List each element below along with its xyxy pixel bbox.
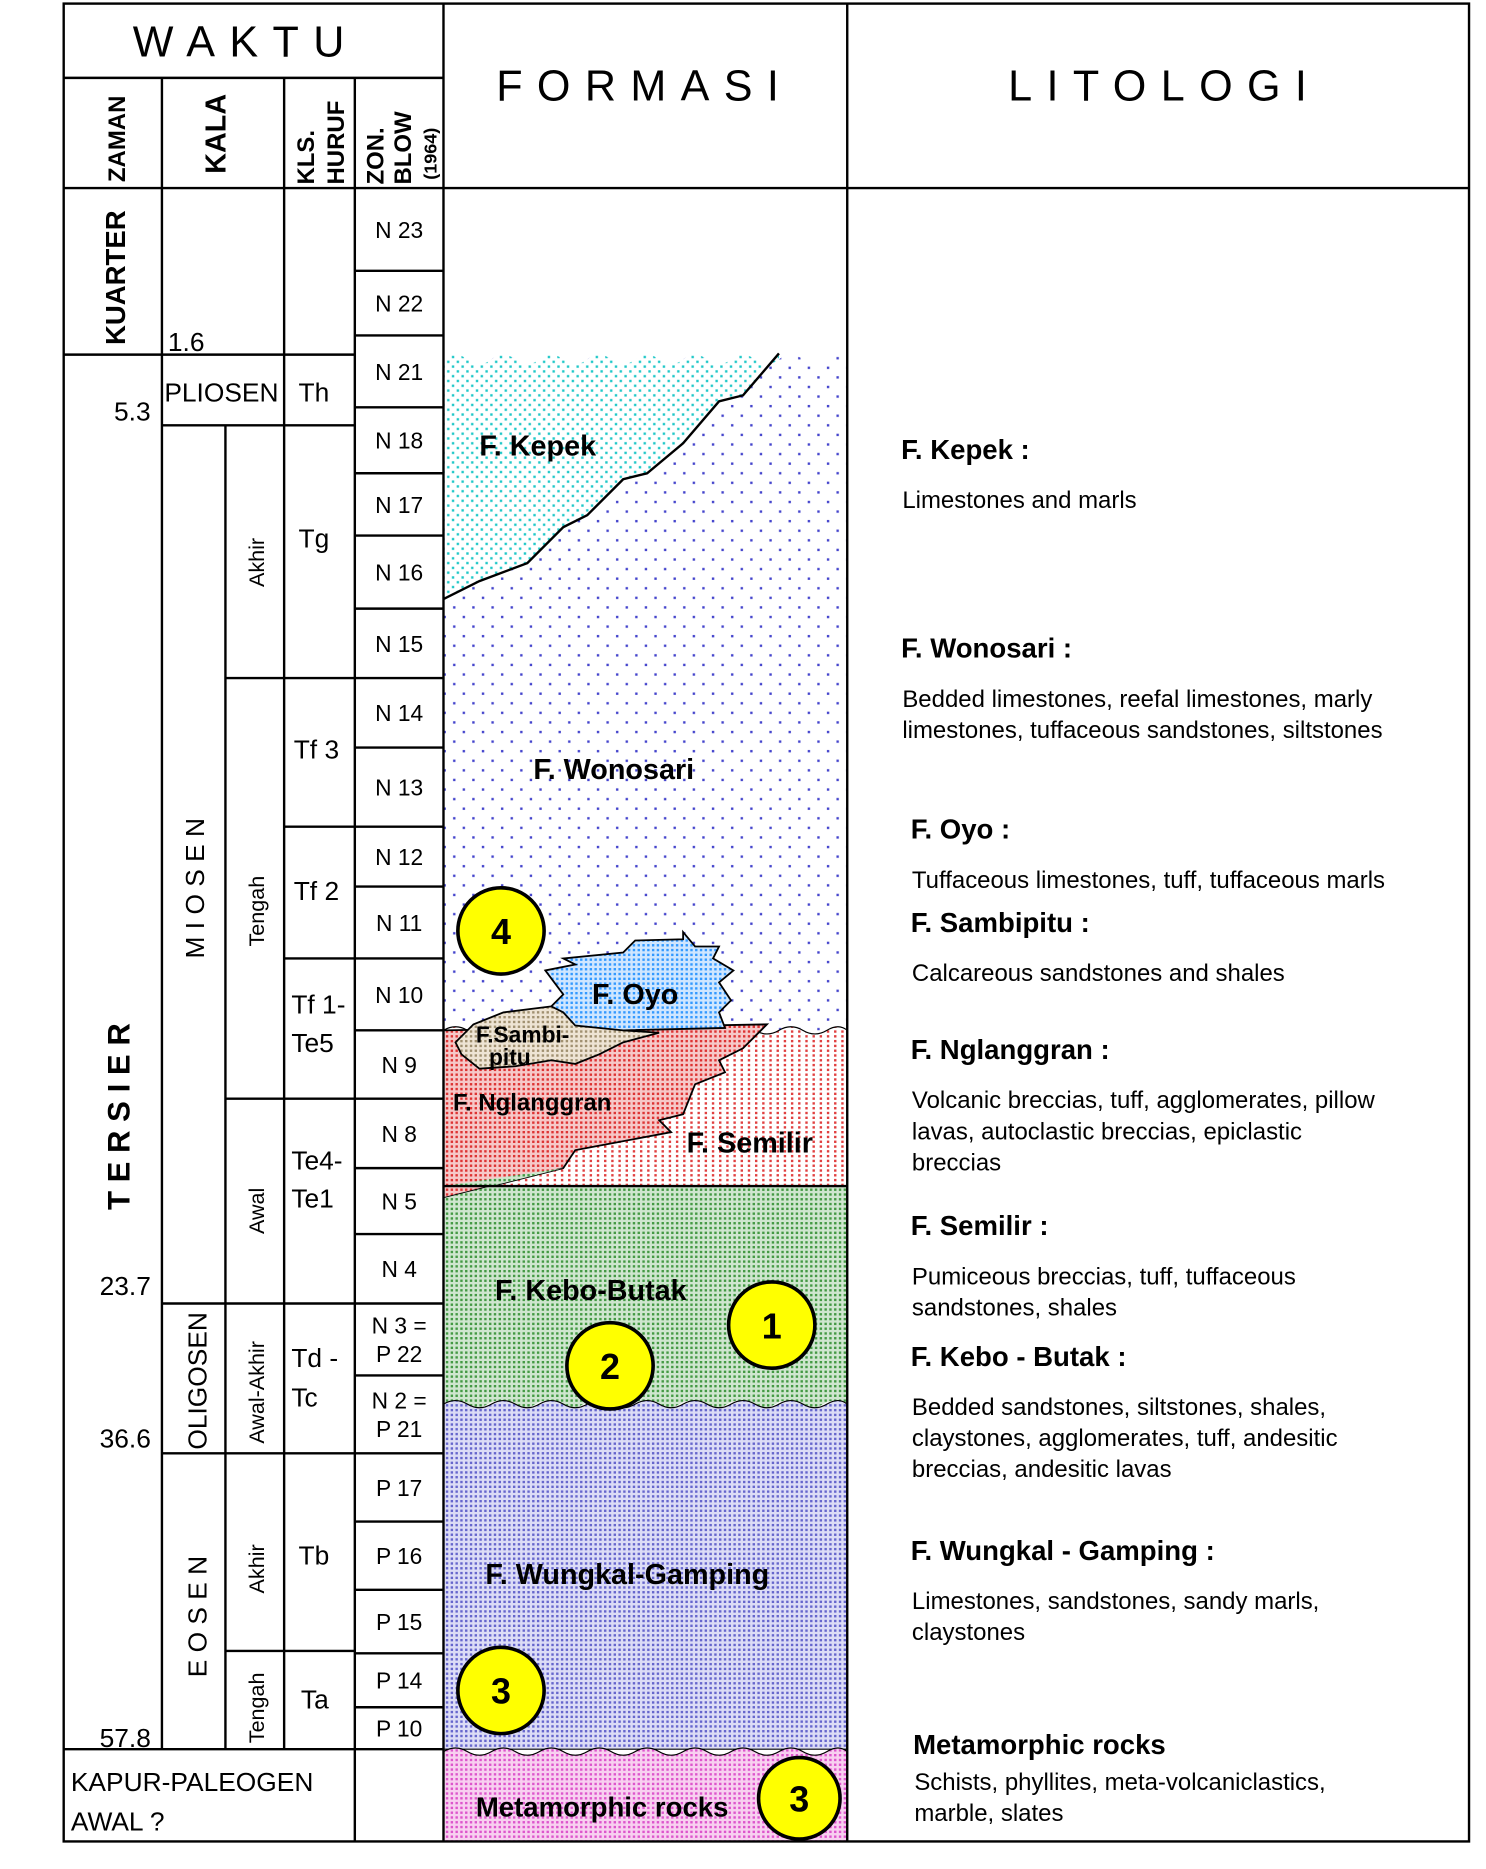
svg-text:4: 4 [490,911,511,953]
zaman-kapur-2: AWAL ? [70,1806,165,1837]
zone-label: N 5 [381,1188,417,1215]
subkala-miosen-akhir: Akhir [243,537,269,588]
huruf-te5: Te5 [291,1027,334,1058]
huruf-tg: Tg [298,523,330,554]
litologi-desc: breccias, andesitic lavas [911,1456,1172,1484]
subkala-miosen-awal: Awal [243,1187,269,1235]
subkala-miosen-tengah: Tengah [243,875,269,947]
litologi-title: F. Kepek : [901,433,1030,465]
svg-text:1: 1 [761,1305,782,1347]
huruf-ta: Ta [300,1684,329,1715]
zone-label: P 17 [375,1474,423,1501]
header-zon-1: ZON. [362,127,390,185]
label-nglanggran: F. Nglanggran [453,1089,612,1117]
litologi-desc: Schists, phyllites, meta-volcaniclastics, [914,1768,1326,1796]
huruf-tf3: Tf 3 [293,734,340,765]
litologi-desc: claystones, agglomerates, tuff, andesitic [911,1425,1338,1453]
marker-3b [759,1758,840,1839]
header-kls-2: HURUF [323,100,351,185]
litologi-title: F. Oyo : [910,813,1011,845]
litologi-title: F. Wungkal - Gamping : [910,1534,1215,1566]
header-zaman: ZAMAN [103,95,131,183]
zone-label: N 4 [381,1256,417,1283]
zone-label: P 15 [375,1608,423,1635]
zone-label: N 8 [381,1120,417,1147]
zone-label: N 12 [375,844,424,871]
zone-label: N 13 [375,774,424,801]
zone-label: P 16 [375,1543,423,1570]
litologi-title: F. Kebo - Butak : [910,1340,1127,1372]
marker-3 [458,1647,544,1733]
subkala-eosen-akhir: Akhir [243,1544,269,1594]
label-wonosari: F. Wonosari [533,753,695,786]
litologi-title: F. Sambipitu : [910,907,1090,939]
litologi-desc: Calcareous sandstones and shales [911,960,1285,988]
label-semilir: F. Semilir [686,1127,813,1160]
litologi-desc: Limestones and marls [902,486,1137,514]
zaman-tersier: T E R S I E R [101,1023,137,1211]
label-sambipitu-2: pitu [489,1044,531,1071]
litologi-title: F. Nglanggran : [910,1034,1110,1066]
zone-label: N 10 [375,981,424,1008]
header-formasi: FORMASI [496,62,794,111]
huruf-td: Td - [291,1343,339,1374]
litologi-desc: Pumiceous breccias, tuff, tuffaceous [911,1263,1296,1291]
litologi-desc: claystones [911,1619,1026,1647]
label-wungkal-gamping: F. Wungkal-Gamping [485,1558,770,1591]
zone-label: N 2 = [371,1387,427,1414]
label-kepek: F. Kepek [479,430,597,463]
huruf-th: Th [298,377,330,408]
label-sambipitu-1: F.Sambi- [475,1021,570,1048]
zone-label: N 9 [381,1051,417,1078]
huruf-tf1: Tf 1- [291,989,346,1020]
kala-eosen: E O S E N [182,1555,213,1678]
kala-pliosen: PLIOSEN [164,377,279,408]
subkala-oligosen: Awal-Akhir [243,1341,269,1444]
litologi-desc: Limestones, sandstones, sandy marls, [911,1588,1320,1616]
zone-label: N 15 [375,630,424,657]
age-57-8: 57.8 [99,1722,151,1753]
header-zon-2: BLOW [390,111,418,185]
formasi-column [443,353,847,1841]
kala-miosen: M I O S E N [179,817,210,959]
header-kls-1: KLS. [293,129,321,185]
label-oyo: F. Oyo [592,978,679,1011]
zone-label: N 18 [375,427,424,454]
marker-2 [567,1323,653,1409]
label-metamorphic: Metamorphic rocks [475,1791,729,1823]
svg-text:3: 3 [789,1778,810,1820]
litologi-desc: sandstones, shales [911,1294,1118,1322]
litologi-title: Metamorphic rocks [913,1728,1166,1760]
litologi-column [901,434,1385,1827]
litologi-desc: lavas, autoclastic breccias, epiclastic [911,1118,1303,1146]
litologi-desc: marble, slates [914,1800,1064,1828]
huruf-te4: Te4- [291,1145,343,1176]
litologi-desc: Bedded limestones, reefal limestones, marly [902,685,1373,713]
zone-label: N 22 [375,290,424,317]
zaman-kapur-1: KAPUR-PALEOGEN [70,1767,314,1798]
zone-label: P 14 [375,1667,423,1694]
huruf-tf2: Tf 2 [293,875,340,906]
age-5-3: 5.3 [114,396,151,427]
zaman-kuarter: KUARTER [99,210,131,346]
litologi-desc: limestones, tuffaceous sandstones, siltstones [902,717,1383,745]
zone-label: P 22 [375,1341,423,1368]
zone-label: N 23 [375,216,424,243]
age-23-7: 23.7 [99,1271,151,1302]
zone-label: N 11 [375,909,423,936]
zone-label: N 21 [375,358,424,385]
litologi-desc: breccias [911,1149,1002,1177]
label-kebo-butak: F. Kebo-Butak [494,1274,687,1307]
svg-text:3: 3 [490,1670,511,1712]
header-litologi: LITOLOGI [1008,62,1322,111]
huruf-tc: Tc [291,1382,318,1413]
zon-blow-column [372,217,427,1742]
marker-4 [458,888,544,974]
age-1-6: 1.6 [167,327,205,358]
litologi-title: F. Semilir : [910,1210,1049,1242]
huruf-tb: Tb [298,1540,330,1571]
age-36-6: 36.6 [99,1423,151,1454]
zone-label: P 10 [375,1715,423,1742]
litologi-desc: Volcanic breccias, tuff, agglomerates, pillow [911,1087,1375,1115]
zone-label: P 21 [375,1416,423,1443]
header-zon-3: (1964) [420,127,441,180]
svg-text:2: 2 [600,1345,621,1387]
litologi-desc: Tuffaceous limestones, tuff, tuffaceous marls [911,866,1386,894]
header-waktu: WAKTU [132,18,359,67]
header-kala: KALA [200,93,233,174]
litologi-desc: Bedded sandstones, siltstones, shales, [911,1393,1327,1421]
marker-1 [729,1282,815,1368]
kala-oligosen: OLIGOSEN [182,1312,213,1450]
litologi-title: F. Wonosari : [901,632,1073,664]
zone-label: N 14 [375,700,424,727]
huruf-te1: Te1 [291,1183,334,1214]
zone-label: N 17 [375,491,424,518]
subkala-eosen-tengah: Tengah [243,1672,269,1744]
zone-label: N 16 [375,559,424,586]
zone-label: N 3 = [371,1312,427,1339]
